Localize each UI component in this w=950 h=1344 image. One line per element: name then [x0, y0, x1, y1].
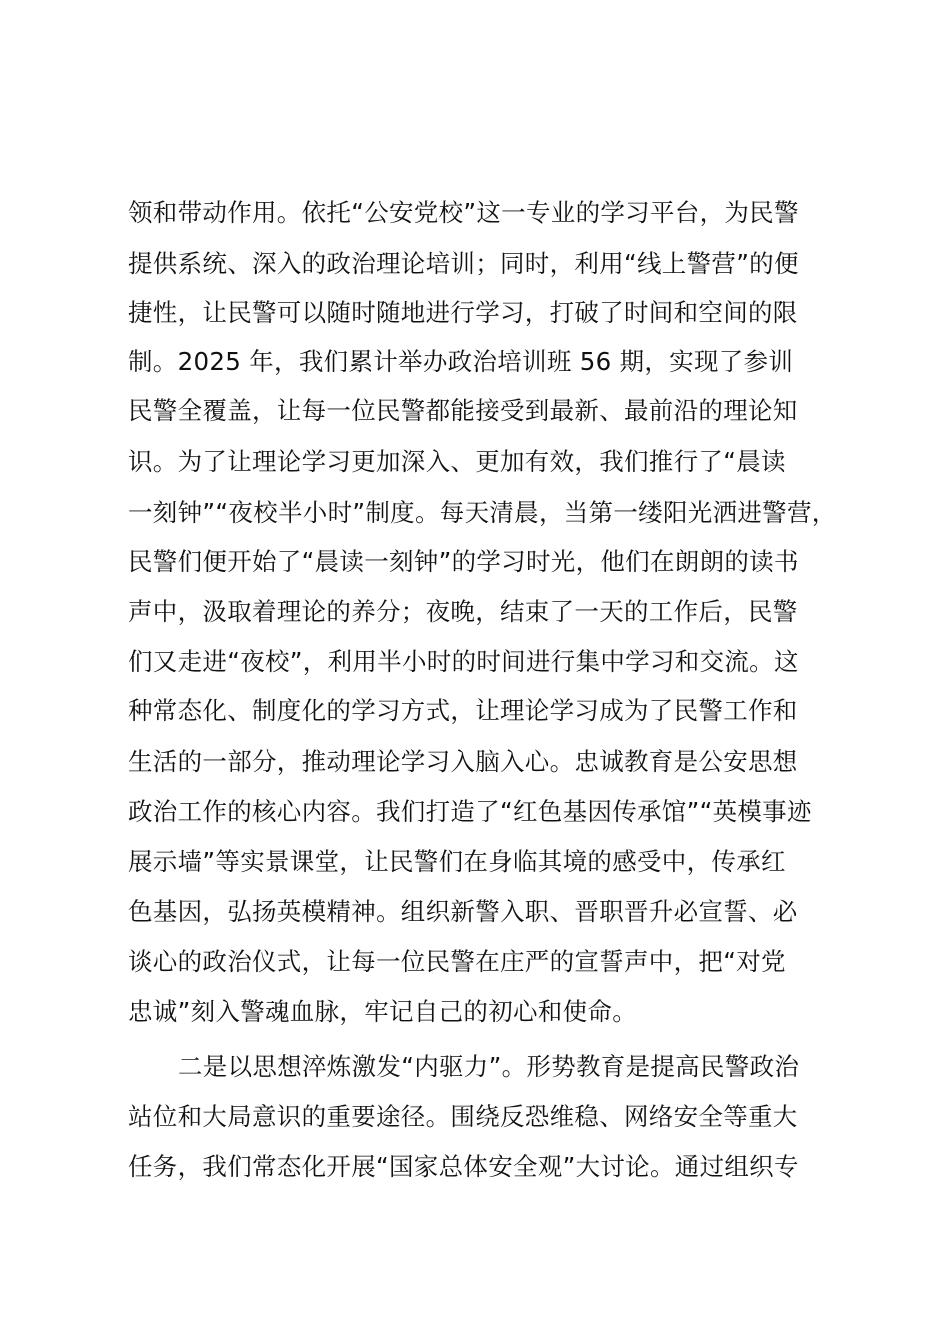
- text-line: 展示墙”等实景课堂，让民警们在身临其境的感受中，传承红: [128, 847, 786, 876]
- text-line: 二是以思想淬炼激发“内驱力”。形势教育是提高民警政治: [178, 1052, 800, 1081]
- text-line: 任务，我们常态化开展“国家总体安全观”大讨论。通过组织专: [128, 1152, 799, 1181]
- text-line: 一刻钟”“夜校半小时”制度。每天清晨，当第一缕阳光洒进警营，: [128, 498, 837, 527]
- text-line: 民警们便开始了“晨读一刻钟”的学习时光，他们在朗朗的读书: [128, 547, 799, 576]
- text-line: 们又走进“夜校”，利用半小时的时间进行集中学习和交流。这: [128, 647, 799, 676]
- text-line: 识。为了让理论学习更加深入、更加有效，我们推行了“晨读: [128, 447, 786, 476]
- text-line: 提供系统、深入的政治理论培训；同时，利用“线上警营”的便: [128, 249, 799, 278]
- text-line: 谈心的政治仪式，让每一位民警在庄严的宣誓声中，把“对党: [128, 947, 786, 976]
- text-line: 种常态化、制度化的学习方式，让理论学习成为了民警工作和: [128, 696, 798, 725]
- text-line: 站位和大局意识的重要途径。围绕反恐维稳、网络安全等重大: [128, 1102, 798, 1131]
- text-line: 捷性，让民警可以随时随地进行学习，打破了时间和空间的限: [128, 298, 798, 327]
- text-line: 色基因，弘扬英模精神。组织新警入职、晋职晋升必宣誓、必: [128, 897, 798, 926]
- text-line: 声中，汲取着理论的养分；夜晚，结束了一天的工作后，民警: [128, 597, 798, 626]
- text-line: 生活的一部分，推动理论学习入脑入心。忠诚教育是公安思想: [128, 747, 798, 776]
- text-line: 制。2025 年，我们累计举办政治培训班 56 期，实现了参训: [128, 347, 794, 376]
- text-line: 忠诚”刻入警魂血脉，牢记自己的初心和使命。: [128, 997, 637, 1026]
- text-line: 政治工作的核心内容。我们打造了“红色基因传承馆”“英模事迹: [128, 797, 812, 826]
- text-line: 民警全覆盖，让每一位民警都能接受到最新、最前沿的理论知: [128, 396, 798, 425]
- text-line: 领和带动作用。依托“公安党校”这一专业的学习平台，为民警: [128, 198, 799, 227]
